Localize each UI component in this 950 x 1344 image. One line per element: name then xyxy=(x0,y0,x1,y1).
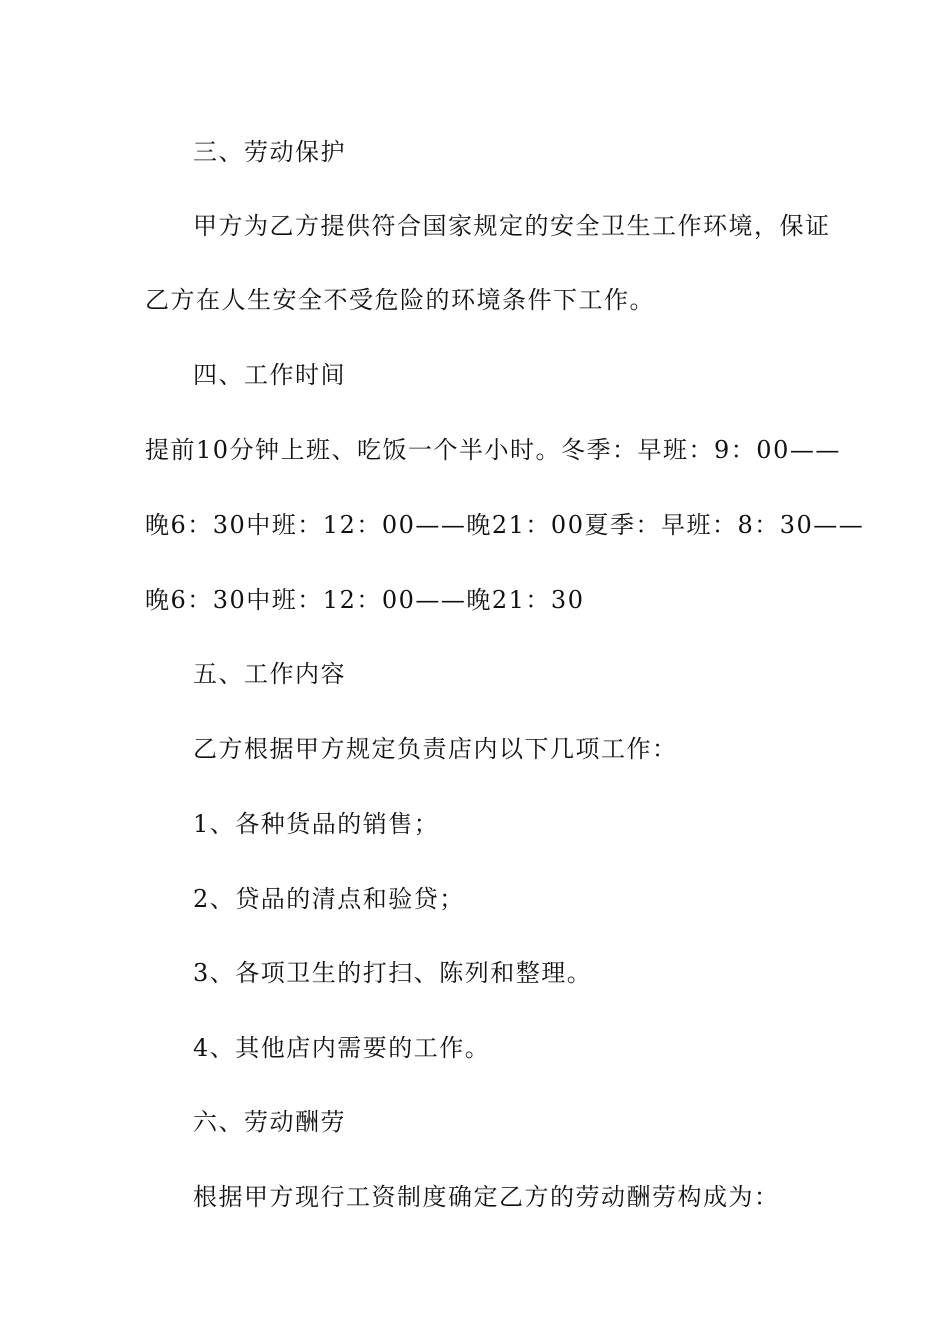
paragraph-line: 乙方在人生安全不受危险的环境条件下工作。 xyxy=(145,286,655,314)
section-heading-labor-remuneration: 六、劳动酬劳 xyxy=(193,1108,346,1136)
list-item: 3、各项卫生的打扫、陈列和整理。 xyxy=(193,959,593,987)
list-item: 2、贷品的清点和验贷； xyxy=(193,885,465,913)
paragraph-line: 乙方根据甲方规定负责店内以下几项工作： xyxy=(193,735,678,763)
paragraph-line: 根据甲方现行工资制度确定乙方的劳动酬劳构成为： xyxy=(193,1183,780,1211)
paragraph-line: 提前10分钟上班、吃饭一个半小时。冬季：早班：9：00—— xyxy=(145,436,841,464)
paragraph-line: 晚6：30中班：12：00——晚21：00夏季：早班：8：30—— xyxy=(145,511,865,539)
section-heading-working-hours: 四、工作时间 xyxy=(193,361,346,389)
list-item: 1、各种货品的销售； xyxy=(193,810,440,838)
section-heading-labor-protection: 三、劳动保护 xyxy=(193,138,346,166)
list-item: 4、其他店内需要的工作。 xyxy=(193,1034,491,1062)
paragraph-line: 甲方为乙方提供符合国家规定的安全卫生工作环境，保证 xyxy=(193,212,831,240)
paragraph-line: 晚6：30中班：12：00——晚21：30 xyxy=(145,586,585,614)
section-heading-work-content: 五、工作内容 xyxy=(193,660,346,688)
